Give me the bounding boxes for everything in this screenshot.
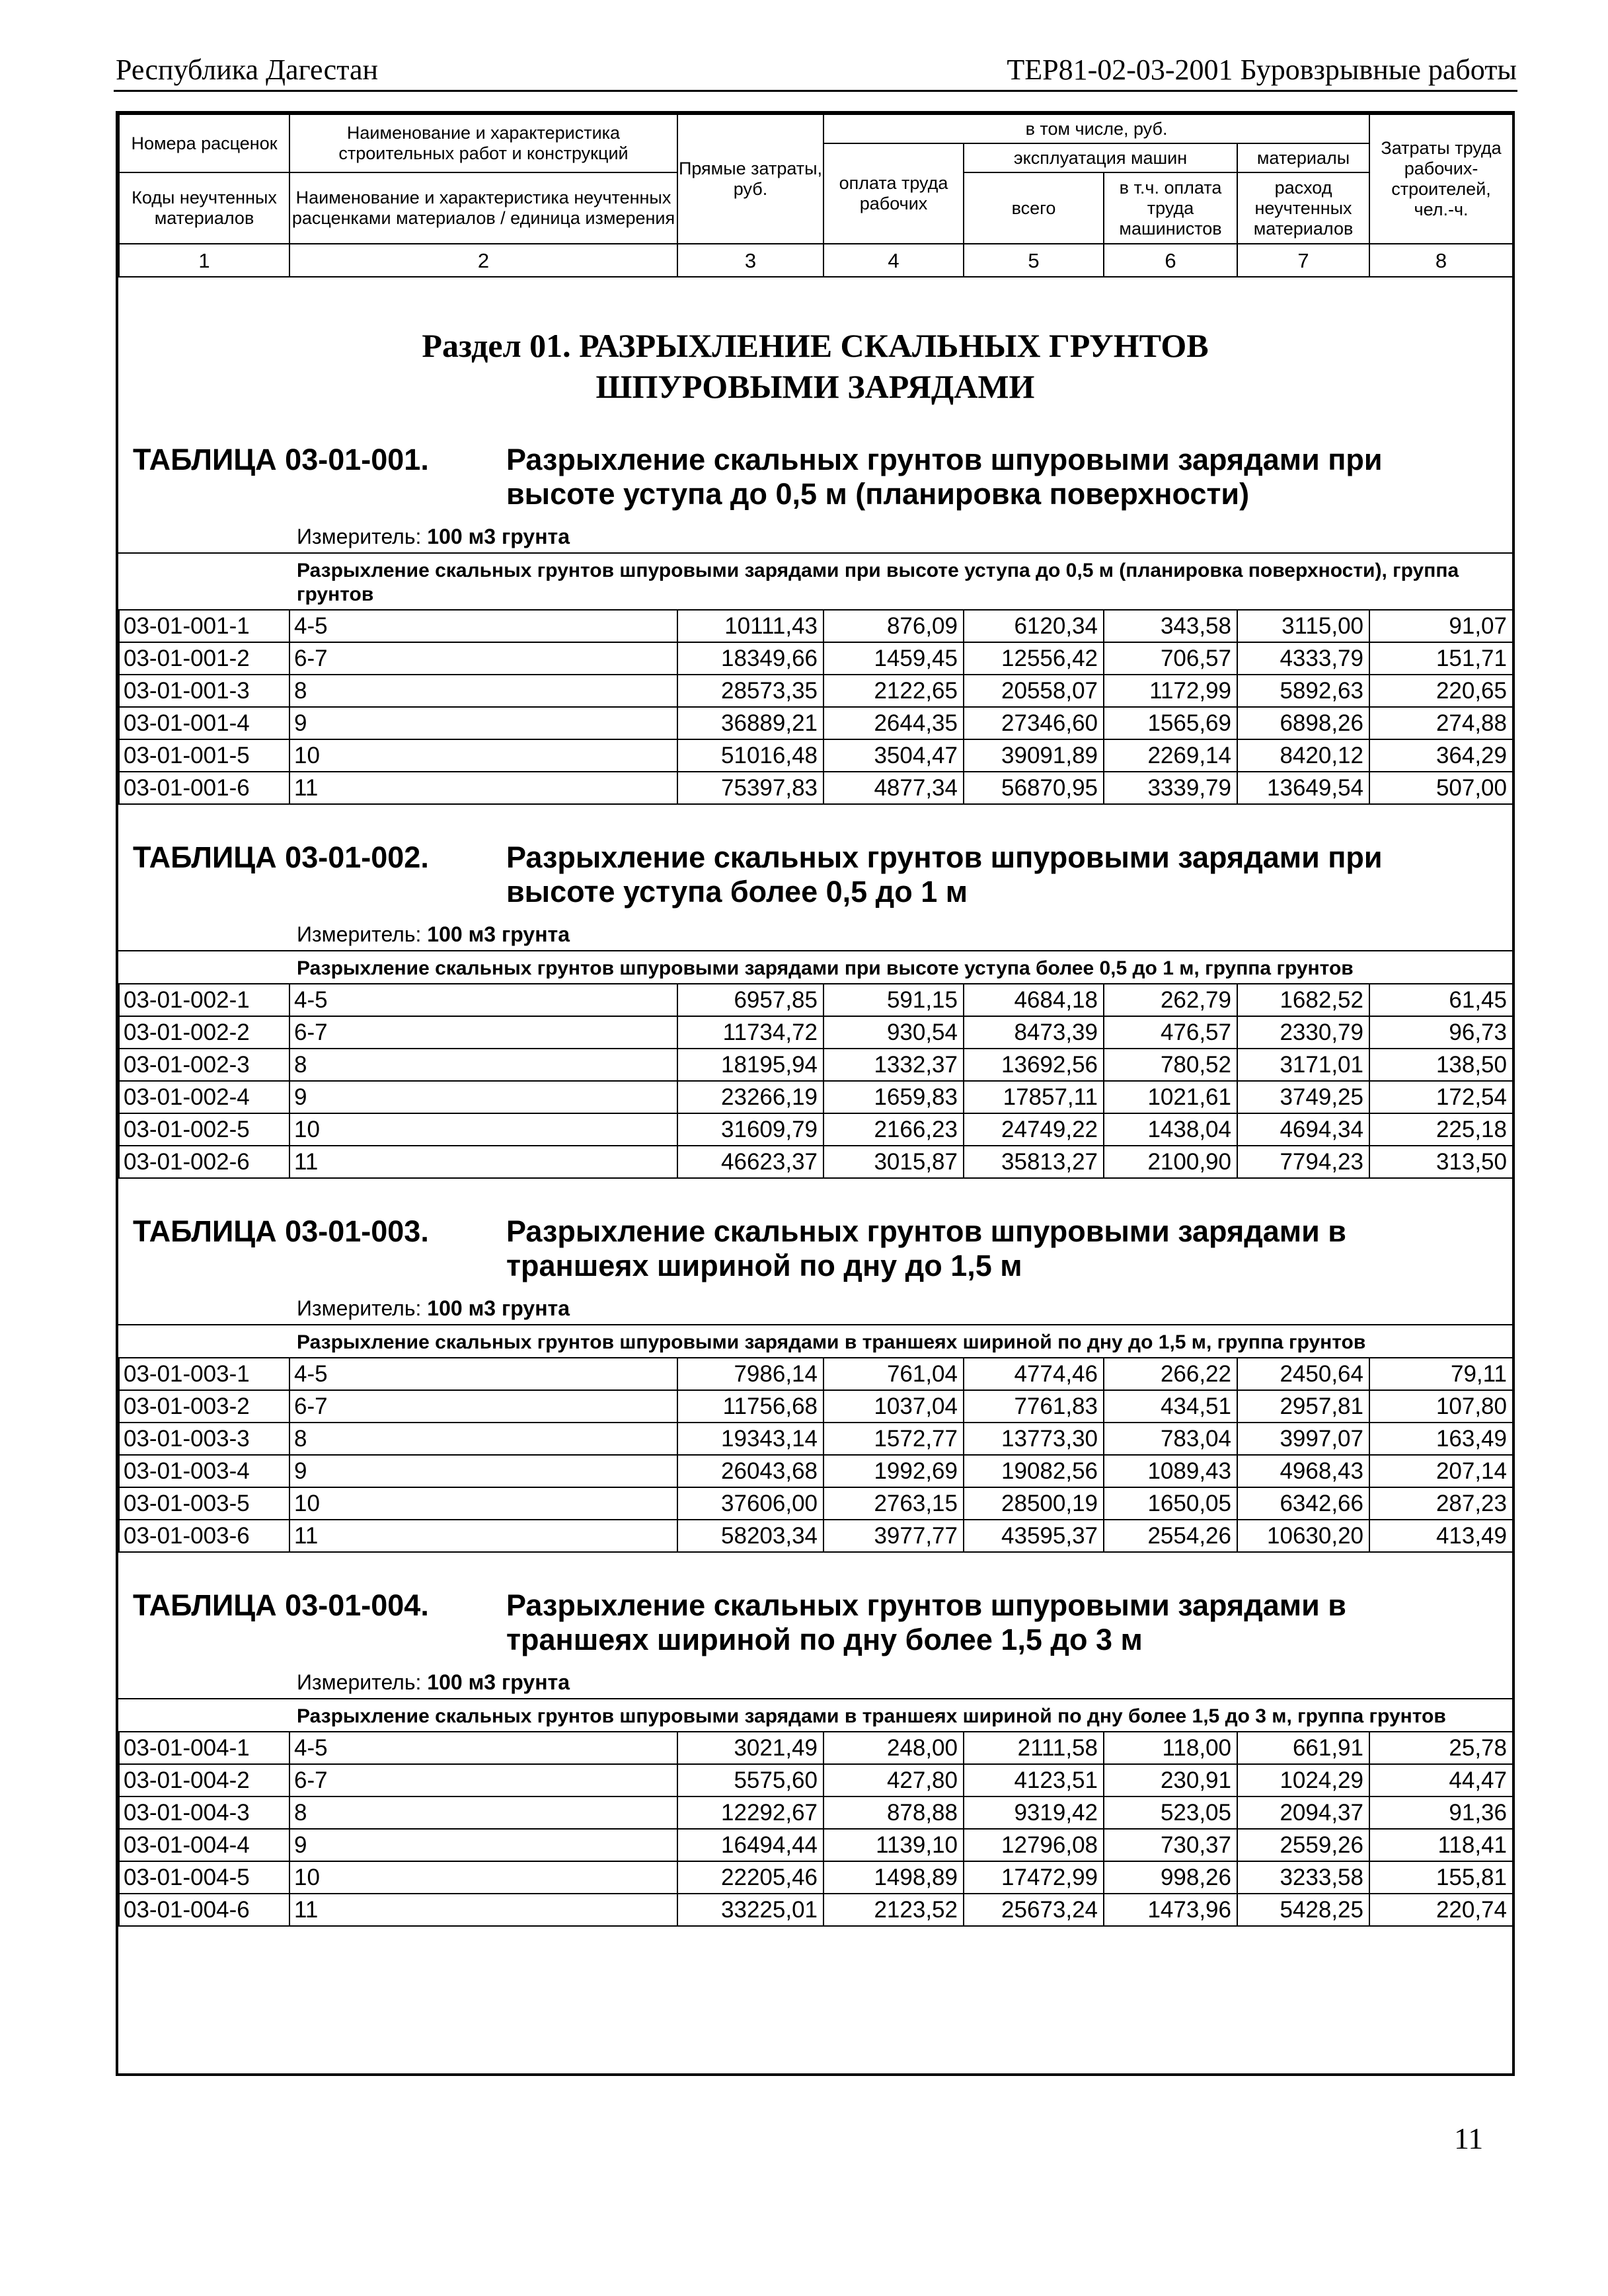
operator-pay-cell: 434,51 (1104, 1390, 1237, 1423)
table-title (118, 1588, 1512, 1657)
labor-hours-cell: 207,14 (1369, 1455, 1513, 1487)
labor-hours-cell: 91,36 (1369, 1796, 1513, 1829)
rate-code-cell: 03-01-003-6 (119, 1520, 289, 1552)
table-row (119, 1861, 1513, 1894)
soil-group-cell: 8 (289, 1796, 677, 1829)
rate-code-cell: 03-01-002-5 (119, 1113, 289, 1146)
labor-hours-cell: 225,18 (1369, 1113, 1513, 1146)
materials-cell: 2094,37 (1237, 1796, 1369, 1829)
labor-hours-cell: 25,78 (1369, 1732, 1513, 1764)
worker-pay-cell: 876,09 (823, 610, 964, 642)
worker-pay-cell: 591,15 (823, 984, 964, 1016)
worker-pay-cell: 1459,45 (823, 642, 964, 675)
operator-pay-cell: 1650,05 (1104, 1487, 1237, 1520)
operator-pay-cell: 3339,79 (1104, 772, 1237, 804)
rate-code-cell: 03-01-001-3 (119, 675, 289, 707)
rate-code-cell: 03-01-004-2 (119, 1764, 289, 1796)
direct-costs-cell: 31609,79 (677, 1113, 823, 1146)
materials-cell: 2957,81 (1237, 1390, 1369, 1423)
machine-total-cell: 2111,58 (964, 1732, 1104, 1764)
table-name: Разрыхление скальных грунтов шпуровыми зарядами в траншеях шириной по дну более 1,5 до 3 м (506, 1588, 1346, 1656)
operator-pay-cell: 780,52 (1104, 1049, 1237, 1081)
header-region: Республика Дагестан (116, 54, 379, 86)
soil-group-cell: 11 (289, 1146, 677, 1178)
worker-pay-cell: 1037,04 (823, 1390, 964, 1423)
worker-pay-cell: 1572,77 (823, 1423, 964, 1455)
operator-pay-cell: 1438,04 (1104, 1113, 1237, 1146)
machine-total-cell: 19082,56 (964, 1455, 1104, 1487)
col-header-material-name: Наименование и характеристика неучтенных расценками материалов / единица измерения (289, 172, 677, 244)
worker-pay-cell: 1659,83 (823, 1081, 964, 1113)
materials-cell: 1682,52 (1237, 984, 1369, 1016)
table-row (119, 1520, 1513, 1552)
operator-pay-cell: 476,57 (1104, 1016, 1237, 1049)
rate-code-cell: 03-01-003-5 (119, 1487, 289, 1520)
machine-total-cell: 17472,99 (964, 1861, 1104, 1894)
worker-pay-cell: 2644,35 (823, 707, 964, 739)
rate-code-cell: 03-01-001-5 (119, 739, 289, 772)
labor-hours-cell: 44,47 (1369, 1764, 1513, 1796)
soil-group-cell: 9 (289, 1455, 677, 1487)
header-document-code: ТЕР81-02-03-2001 Буровзрывные работы (1007, 54, 1517, 86)
materials-cell: 1024,29 (1237, 1764, 1369, 1796)
labor-hours-cell: 220,74 (1369, 1894, 1513, 1926)
machine-total-cell: 56870,95 (964, 772, 1104, 804)
labor-hours-cell: 364,29 (1369, 739, 1513, 772)
column-header-table (118, 114, 1513, 278)
operator-pay-cell: 998,26 (1104, 1861, 1237, 1894)
table-row (119, 1390, 1513, 1423)
materials-cell: 661,91 (1237, 1732, 1369, 1764)
machine-total-cell: 6120,34 (964, 610, 1104, 642)
table-name: Разрыхление скальных грунтов шпуровыми зарядами в траншеях шириной по дну до 1,5 м (506, 1214, 1346, 1282)
col-number: 6 (1104, 244, 1237, 277)
table-row (119, 1049, 1513, 1081)
rate-code-cell: 03-01-003-2 (119, 1390, 289, 1423)
section-title-line: Раздел 01. РАЗРЫХЛЕНИЕ СКАЛЬНЫХ ГРУНТОВ (422, 327, 1209, 364)
soil-group-cell: 8 (289, 1049, 677, 1081)
materials-cell: 5428,25 (1237, 1894, 1369, 1926)
operator-pay-cell: 118,00 (1104, 1732, 1237, 1764)
machine-total-cell: 12796,08 (964, 1829, 1104, 1861)
work-group-description: Разрыхление скальных грунтов шпуровыми зарядами в траншеях шириной по дну до 1,5 м, группа грунтов (118, 1325, 1512, 1358)
table-title (118, 840, 1512, 909)
operator-pay-cell: 266,22 (1104, 1358, 1237, 1390)
table-name: Разрыхление скальных грунтов шпуровыми зарядами при высоте уступа до 0,5 м (планировка поверхности) (506, 443, 1383, 511)
col-header-rate-number: Номера расценок (119, 114, 289, 172)
table-code: ТАБЛИЦА 03-01-003. (133, 1214, 429, 1248)
table-row (119, 1829, 1513, 1861)
rate-code-cell: 03-01-001-4 (119, 707, 289, 739)
operator-pay-cell: 230,91 (1104, 1764, 1237, 1796)
labor-hours-cell: 287,23 (1369, 1487, 1513, 1520)
labor-hours-cell: 96,73 (1369, 1016, 1513, 1049)
unit-of-measure (118, 521, 1512, 554)
labor-hours-cell: 79,11 (1369, 1358, 1513, 1390)
worker-pay-cell: 761,04 (823, 1358, 964, 1390)
direct-costs-cell: 36889,21 (677, 707, 823, 739)
materials-cell: 4333,79 (1237, 642, 1369, 675)
soil-group-cell: 9 (289, 1829, 677, 1861)
machine-total-cell: 4123,51 (964, 1764, 1104, 1796)
unit-of-measure (118, 918, 1512, 951)
operator-pay-cell: 706,57 (1104, 642, 1237, 675)
col-number: 5 (964, 244, 1104, 277)
labor-hours-cell: 61,45 (1369, 984, 1513, 1016)
materials-cell: 3171,01 (1237, 1049, 1369, 1081)
direct-costs-cell: 18195,94 (677, 1049, 823, 1081)
col-header-operator-pay: в т.ч. оплата труда машинистов (1104, 172, 1237, 244)
worker-pay-cell: 2123,52 (823, 1894, 964, 1926)
rate-code-cell: 03-01-004-4 (119, 1829, 289, 1861)
operator-pay-cell: 783,04 (1104, 1423, 1237, 1455)
col-number: 1 (119, 244, 289, 277)
direct-costs-cell: 26043,68 (677, 1455, 823, 1487)
materials-cell: 6342,66 (1237, 1487, 1369, 1520)
soil-group-cell: 9 (289, 1081, 677, 1113)
soil-group-cell: 10 (289, 1487, 677, 1520)
rate-table-block (118, 840, 1512, 1179)
materials-cell: 2450,64 (1237, 1358, 1369, 1390)
rate-code-cell: 03-01-004-6 (119, 1894, 289, 1926)
worker-pay-cell: 2763,15 (823, 1487, 964, 1520)
direct-costs-cell: 75397,83 (677, 772, 823, 804)
labor-hours-cell: 413,49 (1369, 1520, 1513, 1552)
machine-total-cell: 20558,07 (964, 675, 1104, 707)
worker-pay-cell: 427,80 (823, 1764, 964, 1796)
soil-group-cell: 4-5 (289, 984, 677, 1016)
labor-hours-cell: 274,88 (1369, 707, 1513, 739)
machine-total-cell: 25673,24 (964, 1894, 1104, 1926)
unit-value: 100 м3 грунта (427, 525, 570, 548)
direct-costs-cell: 3021,49 (677, 1732, 823, 1764)
soil-group-cell: 10 (289, 739, 677, 772)
soil-group-cell: 8 (289, 1423, 677, 1455)
direct-costs-cell: 33225,01 (677, 1894, 823, 1926)
work-group-description: Разрыхление скальных грунтов шпуровыми зарядами при высоте уступа до 0,5 м (планировка поверхности), группа грунтов (118, 554, 1512, 611)
table-code: ТАБЛИЦА 03-01-004. (133, 1588, 429, 1622)
operator-pay-cell: 2269,14 (1104, 739, 1237, 772)
rates-data-table (118, 1357, 1513, 1553)
materials-cell: 2330,79 (1237, 1016, 1369, 1049)
soil-group-cell: 4-5 (289, 1358, 677, 1390)
rate-code-cell: 03-01-004-5 (119, 1861, 289, 1894)
unit-of-measure (118, 1292, 1512, 1325)
worker-pay-cell: 3977,77 (823, 1520, 964, 1552)
operator-pay-cell: 2554,26 (1104, 1520, 1237, 1552)
machine-total-cell: 24749,22 (964, 1113, 1104, 1146)
operator-pay-cell: 1172,99 (1104, 675, 1237, 707)
soil-group-cell: 6-7 (289, 1764, 677, 1796)
rates-data-table (118, 609, 1513, 805)
rate-code-cell: 03-01-002-1 (119, 984, 289, 1016)
operator-pay-cell: 1473,96 (1104, 1894, 1237, 1926)
unit-label: Измеритель: (297, 922, 422, 946)
direct-costs-cell: 10111,43 (677, 610, 823, 642)
worker-pay-cell: 2166,23 (823, 1113, 964, 1146)
unit-value: 100 м3 грунта (427, 922, 570, 946)
worker-pay-cell: 3504,47 (823, 739, 964, 772)
rate-code-cell: 03-01-002-6 (119, 1146, 289, 1178)
header-rule (114, 90, 1517, 92)
unit-value: 100 м3 грунта (427, 1670, 570, 1694)
col-header-unaccounted-materials: расход неучтенных материалов (1237, 172, 1369, 244)
materials-cell: 2559,26 (1237, 1829, 1369, 1861)
operator-pay-cell: 523,05 (1104, 1796, 1237, 1829)
materials-cell: 7794,23 (1237, 1146, 1369, 1178)
machine-total-cell: 17857,11 (964, 1081, 1104, 1113)
soil-group-cell: 11 (289, 1520, 677, 1552)
machine-total-cell: 7761,83 (964, 1390, 1104, 1423)
table-row (119, 1423, 1513, 1455)
table-row (119, 739, 1513, 772)
table-row (119, 984, 1513, 1016)
soil-group-cell: 9 (289, 707, 677, 739)
soil-group-cell: 4-5 (289, 610, 677, 642)
rate-code-cell: 03-01-004-3 (119, 1796, 289, 1829)
machine-total-cell: 13773,30 (964, 1423, 1104, 1455)
worker-pay-cell: 1498,89 (823, 1861, 964, 1894)
rate-code-cell: 03-01-003-4 (119, 1455, 289, 1487)
unit-label: Измеритель: (297, 525, 422, 548)
labor-hours-cell: 220,65 (1369, 675, 1513, 707)
machine-total-cell: 13692,56 (964, 1049, 1104, 1081)
soil-group-cell: 4-5 (289, 1732, 677, 1764)
table-row (119, 610, 1513, 642)
machine-total-cell: 28500,19 (964, 1487, 1104, 1520)
table-row (119, 772, 1513, 804)
col-header-machine-total: всего (964, 172, 1104, 244)
table-row (119, 1081, 1513, 1113)
rate-code-cell: 03-01-001-1 (119, 610, 289, 642)
labor-hours-cell: 172,54 (1369, 1081, 1513, 1113)
col-header-work-name: Наименование и характеристика строительных работ и конструкций (289, 114, 677, 172)
rate-code-cell: 03-01-002-2 (119, 1016, 289, 1049)
table-row (119, 1016, 1513, 1049)
labor-hours-cell: 163,49 (1369, 1423, 1513, 1455)
rate-table-block (118, 1214, 1512, 1553)
materials-cell: 4968,43 (1237, 1455, 1369, 1487)
worker-pay-cell: 1332,37 (823, 1049, 964, 1081)
operator-pay-cell: 262,79 (1104, 984, 1237, 1016)
direct-costs-cell: 58203,34 (677, 1520, 823, 1552)
materials-cell: 3749,25 (1237, 1081, 1369, 1113)
direct-costs-cell: 23266,19 (677, 1081, 823, 1113)
direct-costs-cell: 5575,60 (677, 1764, 823, 1796)
labor-hours-cell: 155,81 (1369, 1861, 1513, 1894)
col-header-machine-operation: эксплуатация машин (964, 143, 1237, 172)
operator-pay-cell: 730,37 (1104, 1829, 1237, 1861)
machine-total-cell: 43595,37 (964, 1520, 1104, 1552)
table-row (119, 1732, 1513, 1764)
materials-cell: 10630,20 (1237, 1520, 1369, 1552)
worker-pay-cell: 2122,65 (823, 675, 964, 707)
materials-cell: 6898,26 (1237, 707, 1369, 739)
col-header-direct-costs: Прямые затраты, руб. (677, 114, 823, 244)
soil-group-cell: 6-7 (289, 642, 677, 675)
page-number: 11 (1454, 2122, 1484, 2155)
section-title-line: ШПУРОВЫМИ ЗАРЯДАМИ (595, 368, 1035, 405)
table-row (119, 1146, 1513, 1178)
machine-total-cell: 39091,89 (964, 739, 1104, 772)
table-row (119, 1113, 1513, 1146)
worker-pay-cell: 930,54 (823, 1016, 964, 1049)
labor-hours-cell: 91,07 (1369, 610, 1513, 642)
section-title (118, 325, 1512, 407)
labor-hours-cell: 507,00 (1369, 772, 1513, 804)
main-table-frame (116, 111, 1515, 2076)
table-row (119, 1358, 1513, 1390)
direct-costs-cell: 19343,14 (677, 1423, 823, 1455)
labor-hours-cell: 138,50 (1369, 1049, 1513, 1081)
unit-value: 100 м3 грунта (427, 1296, 570, 1320)
soil-group-cell: 11 (289, 1894, 677, 1926)
tables-container (118, 443, 1512, 1927)
unit-label: Измеритель: (297, 1296, 422, 1320)
direct-costs-cell: 12292,67 (677, 1796, 823, 1829)
materials-cell: 3115,00 (1237, 610, 1369, 642)
direct-costs-cell: 11756,68 (677, 1390, 823, 1423)
rate-code-cell: 03-01-001-2 (119, 642, 289, 675)
rate-code-cell: 03-01-004-1 (119, 1732, 289, 1764)
materials-cell: 4694,34 (1237, 1113, 1369, 1146)
direct-costs-cell: 28573,35 (677, 675, 823, 707)
col-header-labor-costs: Затраты труда рабочих-строителей, чел.-ч. (1369, 114, 1513, 244)
table-row (119, 1455, 1513, 1487)
worker-pay-cell: 248,00 (823, 1732, 964, 1764)
table-name: Разрыхление скальных грунтов шпуровыми зарядами при высоте уступа более 0,5 до 1 м (506, 840, 1383, 908)
soil-group-cell: 8 (289, 675, 677, 707)
materials-cell: 3233,58 (1237, 1861, 1369, 1894)
col-number: 8 (1369, 244, 1513, 277)
machine-total-cell: 8473,39 (964, 1016, 1104, 1049)
direct-costs-cell: 7986,14 (677, 1358, 823, 1390)
labor-hours-cell: 118,41 (1369, 1829, 1513, 1861)
table-code: ТАБЛИЦА 03-01-001. (133, 443, 429, 476)
direct-costs-cell: 16494,44 (677, 1829, 823, 1861)
table-row (119, 1796, 1513, 1829)
table-code: ТАБЛИЦА 03-01-002. (133, 840, 429, 874)
rate-code-cell: 03-01-002-4 (119, 1081, 289, 1113)
labor-hours-cell: 107,80 (1369, 1390, 1513, 1423)
materials-cell: 3997,07 (1237, 1423, 1369, 1455)
machine-total-cell: 4684,18 (964, 984, 1104, 1016)
col-header-materials: материалы (1237, 143, 1369, 172)
worker-pay-cell: 1992,69 (823, 1455, 964, 1487)
soil-group-cell: 10 (289, 1861, 677, 1894)
table-title (118, 443, 1512, 511)
operator-pay-cell: 1089,43 (1104, 1455, 1237, 1487)
direct-costs-cell: 22205,46 (677, 1861, 823, 1894)
table-row (119, 1894, 1513, 1926)
labor-hours-cell: 313,50 (1369, 1146, 1513, 1178)
rates-data-table (118, 983, 1513, 1179)
rate-code-cell: 03-01-003-1 (119, 1358, 289, 1390)
materials-cell: 8420,12 (1237, 739, 1369, 772)
soil-group-cell: 6-7 (289, 1390, 677, 1423)
operator-pay-cell: 343,58 (1104, 610, 1237, 642)
soil-group-cell: 11 (289, 772, 677, 804)
direct-costs-cell: 46623,37 (677, 1146, 823, 1178)
worker-pay-cell: 1139,10 (823, 1829, 964, 1861)
work-group-description: Разрыхление скальных грунтов шпуровыми зарядами в траншеях шириной по дну более 1,5 до 3 м, группа грунтов (118, 1699, 1512, 1732)
rate-code-cell: 03-01-001-6 (119, 772, 289, 804)
operator-pay-cell: 2100,90 (1104, 1146, 1237, 1178)
col-header-material-code: Коды неучтенных материалов (119, 172, 289, 244)
machine-total-cell: 9319,42 (964, 1796, 1104, 1829)
soil-group-cell: 10 (289, 1113, 677, 1146)
col-number: 7 (1237, 244, 1369, 277)
operator-pay-cell: 1565,69 (1104, 707, 1237, 739)
table-row (119, 675, 1513, 707)
table-title (118, 1214, 1512, 1283)
worker-pay-cell: 4877,34 (823, 772, 964, 804)
worker-pay-cell: 3015,87 (823, 1146, 964, 1178)
direct-costs-cell: 11734,72 (677, 1016, 823, 1049)
table-row (119, 707, 1513, 739)
direct-costs-cell: 37606,00 (677, 1487, 823, 1520)
col-header-worker-pay: оплата труда рабочих (823, 143, 964, 244)
col-header-including: в том числе, руб. (823, 114, 1369, 143)
col-number: 3 (677, 244, 823, 277)
machine-total-cell: 4774,46 (964, 1358, 1104, 1390)
direct-costs-cell: 18349,66 (677, 642, 823, 675)
table-row (119, 1764, 1513, 1796)
unit-of-measure (118, 1666, 1512, 1699)
rate-table-block (118, 443, 1512, 805)
work-group-description: Разрыхление скальных грунтов шпуровыми зарядами при высоте уступа более 0,5 до 1 м, группа грунтов (118, 951, 1512, 984)
col-number: 4 (823, 244, 964, 277)
direct-costs-cell: 6957,85 (677, 984, 823, 1016)
rate-code-cell: 03-01-002-3 (119, 1049, 289, 1081)
rate-table-block (118, 1588, 1512, 1927)
direct-costs-cell: 51016,48 (677, 739, 823, 772)
worker-pay-cell: 878,88 (823, 1796, 964, 1829)
machine-total-cell: 35813,27 (964, 1146, 1104, 1178)
rate-code-cell: 03-01-003-3 (119, 1423, 289, 1455)
col-number: 2 (289, 244, 677, 277)
unit-label: Измеритель: (297, 1670, 422, 1694)
soil-group-cell: 6-7 (289, 1016, 677, 1049)
materials-cell: 13649,54 (1237, 772, 1369, 804)
table-row (119, 1487, 1513, 1520)
rates-data-table (118, 1731, 1513, 1927)
machine-total-cell: 12556,42 (964, 642, 1104, 675)
labor-hours-cell: 151,71 (1369, 642, 1513, 675)
machine-total-cell: 27346,60 (964, 707, 1104, 739)
operator-pay-cell: 1021,61 (1104, 1081, 1237, 1113)
table-row (119, 642, 1513, 675)
materials-cell: 5892,63 (1237, 675, 1369, 707)
